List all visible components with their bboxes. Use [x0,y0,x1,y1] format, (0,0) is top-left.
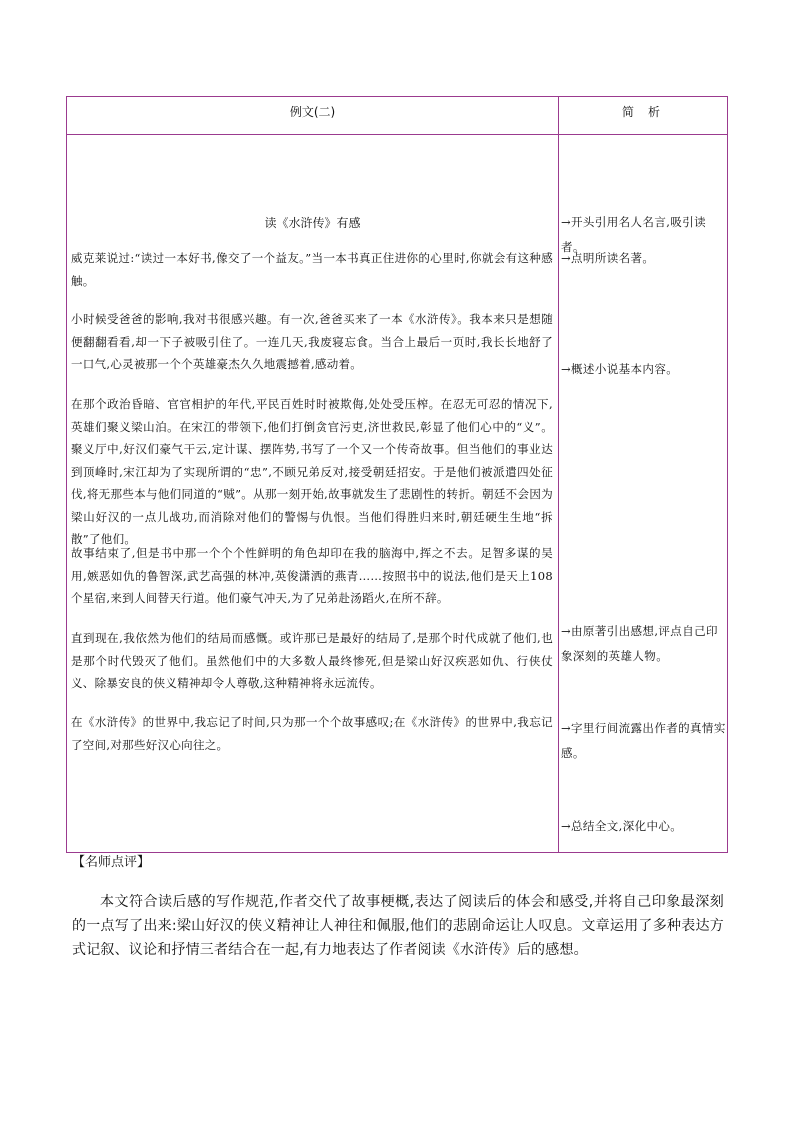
comment-body: 本文符合读后感的写作规范,作者交代了故事梗概,表达了阅读后的体会和感受,并将自己印象最深刻的一点写了出来:梁山好汉的侠义精神让人神往和佩服,他们的悲剧命运让人叹息。文章运用了多种表达方式记叙、议论和抒情三者结合在一起,有力地表达了作者阅读《水浒传》后的感想。 [72,894,724,958]
header-essay: 例文(二) [289,105,336,119]
analysis-note-6: →总结全文,深化中心。 [561,819,683,833]
essay-table [66,96,728,853]
analysis-note-4: →由原著引出感想,评点自己印象深刻的英雄人物。 [561,624,718,663]
analysis-note-3: →概述小说基本内容。 [561,362,679,376]
analysis-note-5: →字里行间流露出作者的真情实感。 [561,721,726,760]
essay-paragraph-4: 故事结束了,但是书中那一个个个性鲜明的角色却印在我的脑海中,挥之不去。足智多谋的吴用,嫉恶如仇的鲁智深,武艺高强的林冲,英俊潇洒的燕青……按照书中的说法,他们是天上108个星宿,来到人间替天行道。他们豪气冲天,为了兄弟赴汤蹈火,在所不辞。 [71,546,553,605]
essay-paragraph-2: 小时候受爸爸的影响,我对书很感兴趣。有一次,爸爸买来了一本《水浒传》。我本来只是想随便翻翻看看,却一下子被吸引住了。一连几天,我废寝忘食。当合上最后一页时,我长长地舒了一口气,心灵被那一个个英雄豪杰久久地震撼着,感动着。 [71,312,553,371]
essay-paragraph-1: 威克莱说过:“读过一本好书,像交了一个益友。”当一本书真正住进你的心里时,你就会有这种感触。 [71,251,553,288]
essay-paragraph-3: 在那个政治昏暗、官官相护的年代,平民百姓时时被欺侮,处处受压榨。在忍无可忍的情况下,英雄们聚义梁山泊。在宋江的带领下,他们打倒贪官污吏,济世救民,彰显了他们心中的“义”。聚义厅中,好汉们豪气干云,定计谋、摆阵势,书写了一个又一个传奇故事。但当他们的事业达到顶峰时,宋江却为了实现所谓的“忠”,不顾兄弟反对,接受朝廷招安。于是他们被派遣四处征伐,将无那些本与他们同道的“贼”。从那一刻开始,故事就发生了悲剧性的转折。朝廷不会因为梁山好汉的一点儿战功,而消除对他们的警惕与仇恨。当他们得胜归来时,朝廷硬生生地“拆散”了他们。 [71,397,553,546]
analysis-note-2: →点明所读名著。 [561,251,655,265]
analysis-note-1: →开头引用名人名言,吸引读者。 [561,215,706,254]
essay-paragraph-5: 直到现在,我依然为他们的结局而感慨。或许那已是最好的结局了,是那个时代成就了他们,也是那个时代毁灭了他们。虽然他们中的大多数人最终惨死,但是梁山好汉疾恶如仇、行侠仗义、除暴安良的侠义精神却令人尊敬,这种精神将永远流传。 [71,631,553,690]
header-analysis: 简析 [621,105,674,119]
essay-paragraph-6: 在《水浒传》的世界中,我忘记了时间,只为那一个个故事感叹;在《水浒传》的世界中,我忘记了空间,对那些好汉心向往之。 [71,715,553,752]
comment-title: 【名师点评】 [72,855,151,870]
essay-title: 读《水浒传》有感 [264,216,361,230]
header-divider [67,134,727,135]
column-divider [558,97,559,852]
